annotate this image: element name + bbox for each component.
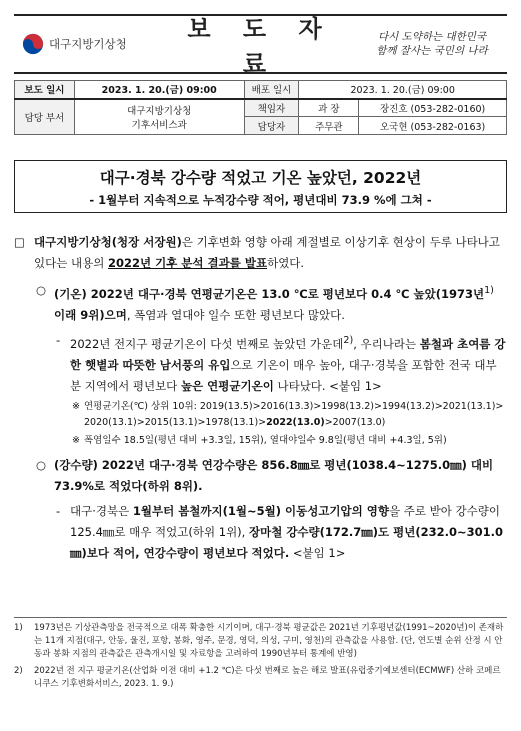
staff-contact: 오국현 (053-282-0163): [359, 117, 507, 135]
footnote-ref-2[interactable]: 2): [343, 334, 354, 346]
footnote-text: 2022년 전 지구 평균기온(산업화 이전 대비 +1.2 ℃)은 다섯 번째로 높은 해로 발표(유럽중기예보센터(ECMWF) 산하 코페르니쿠스 기후변화서비스, 2023. 1. 9.): [34, 666, 501, 689]
circle-bullet: ○: [36, 457, 47, 472]
dash-bullet: -: [56, 332, 61, 347]
heatwave-text: 폭염일수 18.5일(평년 대비 +3.3일, 15위), 열대야일수 9.8일(평년 대비 +4.3일, 5위): [84, 434, 447, 446]
footnote-1: [14, 622, 507, 661]
precipitation-detail-text: 대구·경북은: [70, 503, 133, 518]
dept-line-1: 대구지방기상청: [127, 105, 192, 117]
temperature-detail-text-3: 으로 기온이 매우 높아, 대구·경북을 포함한 전국 대부분 지역에서 평년보다: [70, 357, 497, 393]
reference-mark: ※: [72, 434, 80, 446]
ranking-bold: 2022(13.0): [266, 416, 325, 428]
temperature-detail-paragraph: [14, 330, 507, 397]
intro-text-end: 하였다.: [267, 256, 305, 270]
footnote-text: 1973년은 기상관측망을 전국적으로 대폭 확충한 시기이며, 대구·경북 평균값은 2021년 기후평년값(1991~2020년)이 존재하는 11개 지점(대구, 안동, 울진, 포항, 봉화, 영주, 문경, 영덕, 의성, 구미, 영천)의 관측값을 사용함. (단, 연도별 순위 산정 시 안동과 봉화 지점의 관측값은 관측개시일 및 자료항을 고려하여 1990년부터 통계에 반영): [34, 623, 504, 659]
temperature-bold-year: (1973년: [435, 286, 485, 301]
press-release-header: [14, 14, 507, 78]
circle-bullet: ○: [36, 283, 47, 297]
precipitation-detail-text-3: <붙임 1>: [289, 545, 346, 560]
agency-logo: [14, 33, 164, 55]
slogan-line-2: 함께 잘사는 국민의 나라: [376, 45, 488, 57]
release-info-table: [14, 80, 507, 135]
square-bullet: □: [14, 235, 25, 249]
ranking-text: 연평균기온(℃) 상위 10위: 2019(13.5)>2016(13.3)>1998(13.2)>1994(13.2)>2021(13.1)>: [84, 400, 504, 412]
footnote-marker: 1): [14, 623, 23, 633]
agency-name: 대구지방기상청: [49, 37, 127, 51]
staff-label: 담당자: [244, 117, 299, 135]
ranking-note: [14, 399, 507, 431]
temperature-bold-rank: 이래 9위)으며: [54, 307, 127, 322]
footnote-ref-1[interactable]: 1): [484, 285, 494, 296]
staff-title: 주무관: [299, 117, 359, 135]
intro-text: 은 기후변화 영향 아래 계절별로 이상기후 현상이 두루 나타나고 있다는 내용의: [34, 235, 500, 270]
document-title: 보 도 자 료: [187, 15, 334, 78]
footnotes: [14, 617, 507, 695]
headline-title: 대구·경북 강수량 적었고 기온 높았던, 2022년: [99, 169, 422, 187]
temperature-detail-bold-2: 높은 연평균기온이: [180, 378, 274, 393]
dept-value: [74, 99, 244, 135]
government-slogan: [357, 30, 507, 58]
precipitation-detail-paragraph: [14, 501, 507, 564]
distribution-value: 2023. 1. 20.(금) 09:00: [299, 81, 507, 99]
agency-name-bold: 대구지방기상청(청장 서장원): [34, 235, 182, 249]
temperature-detail-text: 2022년 전지구 평균기온이 다섯 번째로 높았던 가운데: [70, 336, 344, 351]
distribution-label: 배포 일시: [244, 81, 299, 99]
responsible-contact: 장진호 (053-282-0160): [359, 99, 507, 117]
responsible-row: [15, 99, 507, 117]
precipitation-bold: (강수량) 2022년 대구·경북 연강수량은 856.8㎜로 평년(1038.4~1275.0㎜) 대비 73.9%로 적었다(하위 8위).: [54, 457, 494, 493]
intro-paragraph: [14, 232, 507, 274]
headline-subtitle: - 1월부터 지속적으로 누적강수량 적어, 평년대비 73.9 %에 그쳐 -: [89, 193, 432, 207]
precipitation-detail-bold: 1월부터 봄철까지(1월~5월) 이동성고기압의 영향: [132, 503, 389, 518]
reference-mark: ※: [72, 400, 80, 412]
dept-line-2: 기후서비스과: [131, 119, 187, 131]
responsible-label: 책임자: [244, 99, 299, 117]
ranking-text-2: 2020(13.1)>2015(13.1)>1978(13.1)>: [84, 416, 267, 428]
temperature-bold: (기온) 2022년 대구·경북 연평균기온은 13.0 ℃로 평년보다 0.4 ℃ 높았: [54, 286, 436, 301]
temperature-text: , 폭염과 열대야 일수 또한 평년보다 많았다.: [126, 307, 345, 322]
release-row: [15, 81, 507, 99]
slogan-line-1: 다시 도약하는 대한민국: [377, 31, 487, 43]
heatwave-note: [14, 433, 507, 449]
temperature-detail-bold: 봄철과 초여름 강한 햇볕과 따뜻한 남서풍의 유입: [70, 336, 506, 372]
ranking-text-3: >2007(13.0): [324, 416, 386, 428]
taegeuk-icon: [22, 33, 44, 55]
temperature-detail-text-2: , 우리나라는: [353, 336, 420, 351]
precipitation-paragraph: [14, 455, 507, 497]
release-label: 보도 일시: [15, 81, 75, 99]
precipitation-detail-text-2: 을 주로 받아 강수량이 125.4㎜로 매우 적었고(하위 1위),: [70, 503, 500, 539]
dash-bullet: -: [56, 503, 61, 518]
headline-box: [14, 160, 507, 213]
responsible-title: 과 장: [299, 99, 359, 117]
footnote-marker: 2): [14, 666, 23, 676]
precipitation-detail-bold-2: 장마철 강수량(172.7㎜)도 평년(232.0~301.0㎜)보다 적어, 연강수량이 평년보다 적었다.: [70, 524, 504, 560]
release-value: 2023. 1. 20.(금) 09:00: [74, 81, 244, 99]
temperature-paragraph: [14, 280, 507, 326]
footnote-2: [14, 665, 507, 691]
dept-label: 담당 부서: [15, 99, 75, 135]
article-body: [14, 232, 507, 564]
intro-highlight: 2022년 기후 분석 결과를 발표: [107, 256, 268, 270]
temperature-detail-text-4: 나타났다. <붙임 1>: [273, 378, 382, 393]
